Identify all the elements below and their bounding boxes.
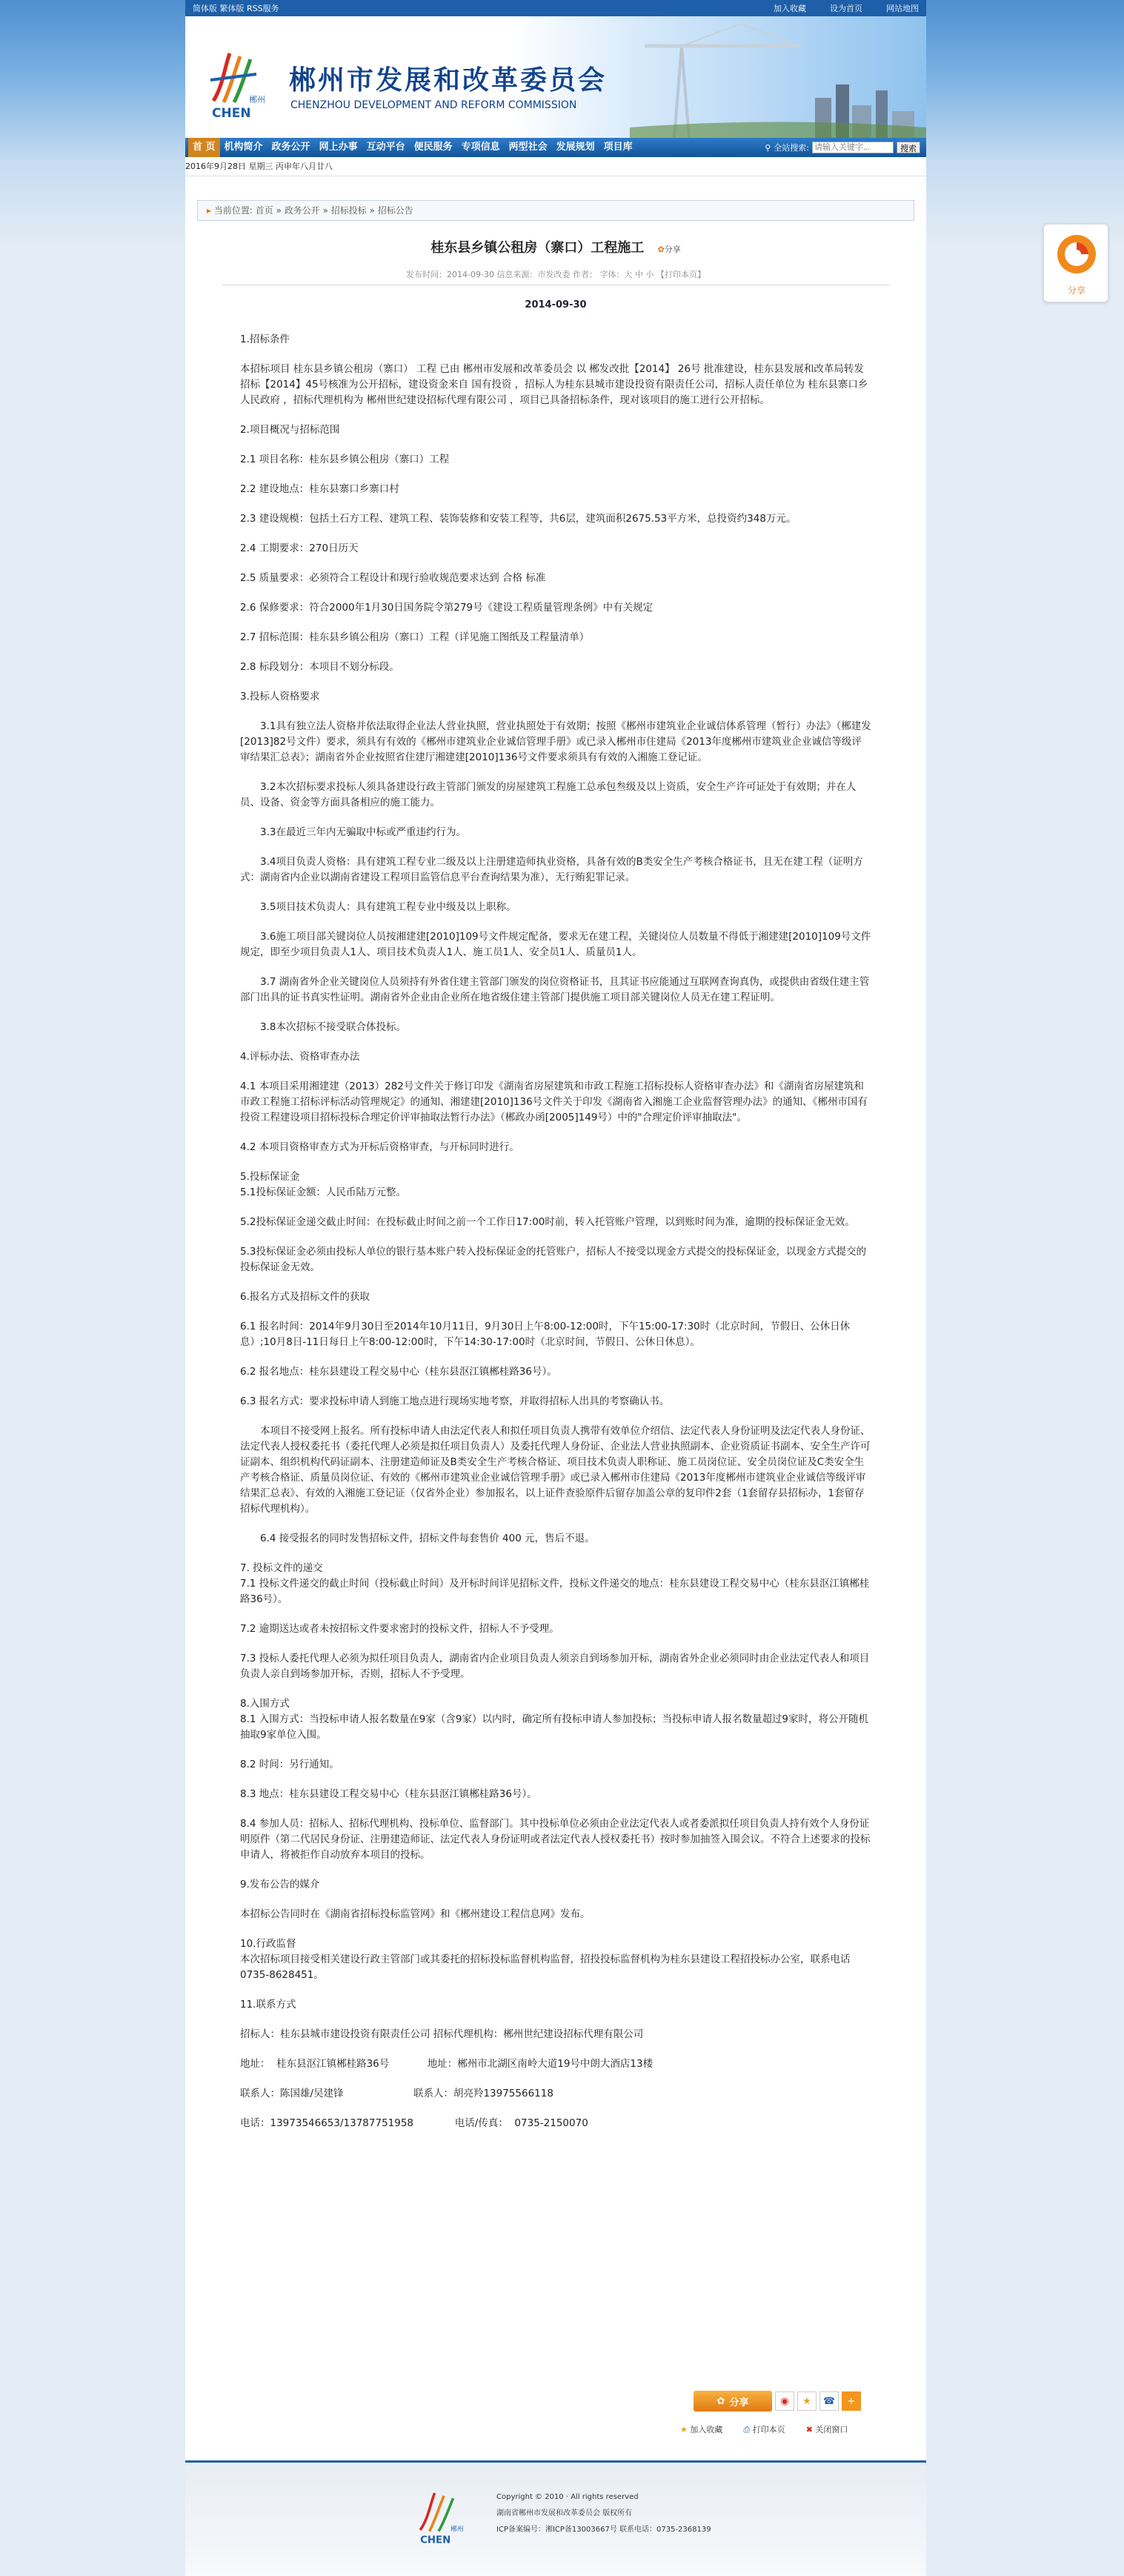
date-bar: 2016年9月28日 星期三 丙申年八月廿八 (185, 157, 926, 176)
add-favorite-link[interactable]: 加入收藏 (774, 4, 806, 13)
footer-text (496, 2489, 711, 2538)
article-paragraph: 11.联系方式 (240, 1999, 296, 2011)
nav-online-services[interactable]: 网上办事 (319, 142, 358, 153)
article-paragraph: 联系人：陈国雄/吴建锋 联系人：胡亮羚13975566118 (240, 2088, 553, 2099)
article-paragraph: 6.3 报名方式：要求投标申请人到施工地点进行现场实地考察，并取得招标人出具的考察确认书。 (240, 1395, 670, 1407)
article-paragraph: 3.1具有独立法人资格并依法取得企业法人营业执照，营业执照处于有效期；按照《郴州市建筑业企业诚信体系管理（暂行）办法》（郴建发[2013]82号文件）要求，须具有有效的《郴州市建筑业企业诚信管理手册》或已录入郴州市住建局《2013年度郴州市建筑业企业诚信等级评审结果汇总表》；湖南省外企业按照省住建厅湘建建[2010]136号文件要求须具有有效的入湘施工登记证。 (240, 720, 871, 763)
search-button[interactable]: 搜索 (897, 142, 920, 153)
article-paragraph: 2.7 招标范围：桂东县乡镇公租房（寨口）工程（详见施工图纸及工程量清单） (240, 631, 590, 643)
footer-logo-city: 郴州 (450, 2526, 464, 2534)
share-mini-icon: ✿ (657, 245, 665, 254)
search-input[interactable] (812, 142, 894, 153)
site-search (765, 142, 926, 153)
article-paragraph: 2.4 工期要求：270日历天 (240, 542, 359, 554)
article-paragraph: 7. 投标文件的递交 7.1 投标文件递交的截止时间（投标截止时间）及开标时间详见招标文件，投标文件递交的地点：桂东县建设工程交易中心（桂东县沤江镇郴桂路36号）。 (240, 1562, 870, 1605)
article-paragraph: 2.5 质量要求：必须符合工程设计和现行验收规范要求达到 合格 标准 (240, 572, 546, 584)
share-mini-button[interactable] (658, 245, 681, 254)
share-button-label: 分享 (729, 2397, 749, 2409)
breadcrumb-announcement[interactable]: 招标公告 (377, 205, 413, 216)
article-paragraph: 3.6施工项目部关键岗位人员按湘建建[2010]109号文件规定配备，要求无在建工程，关键岗位人员数量不得低于湘建建[2010]109号文件规定，即至少项目负责人1人、项目技术负责人1人、施工员1人、安全员1人、质量员1人。 (240, 931, 871, 958)
article-paragraph: 本招标项目 桂东县乡镇公租房（寨口） 工程 已由 郴州市发展和改革委员会 以 郴发改批【2014】 26号 批准建设，桂东县发展和改革局转发招标【2014】45号核准为公开招标，建设资金来自 国有投资 ，招标人为桂东县城市建设投资有限责任公司，招标人责任单位为 桂东县寨口乡人民政府 ，招标代理机构为 郴州世纪建设招标代理有限公司 ，项目已具备招标条件，现对该项目的施工进行公开招标。 (240, 363, 868, 406)
article-paragraph: 8.2 时间：另行通知。 (240, 1759, 339, 1770)
footer-logo (415, 2488, 474, 2547)
footer-logo-text: CHEN (420, 2534, 451, 2546)
footer-owner: 湖南省郴州市发展和改革委员会 版权所有 (496, 2509, 633, 2517)
share-bar (694, 2391, 861, 2411)
page-container (185, 0, 926, 2576)
floating-share-label: 分享 (1067, 285, 1085, 296)
article-title-row (185, 237, 926, 256)
article-paragraph: 9.发布公告的媒介 (240, 1879, 320, 1890)
article-paragraph: 本项目不接受网上报名。所有投标申请人由法定代表人和拟任项目负责人携带有效单位介绍信、法定代表人身份证明及法定代表人身份证、法定代表人授权委托书（委托代理人必须是拟任项目负责人）及委托代理人身份证、企业法人营业执照副本、企业资质证书副本、安全生产许可证副本、组织机构代码证副本、注册建造师证及B类安全生产考核合格证、项目技术负责人职称证、施工员岗位证、安全员岗位证及C类安全生产考核合格证、质量员岗位证、有效的《郴州市建筑业企业诚信管理手册》或已录入郴州市住建局《2013年度郴州市建筑业企业诚信等级评审结果汇总表》、有效的入湘施工登记证（仅省外企业）参加报名，以上证件查验原件后留存加盖公章的复印件2套（1套留存县招标办，1套留存招标代理机构）。 (240, 1425, 871, 1515)
article-paragraph: 8.3 地点：桂东县建设工程交易中心（桂东县沤江镇郴桂路36号）。 (240, 1788, 537, 1800)
nav-public-services[interactable]: 便民服务 (413, 142, 453, 153)
article-paragraph: 3.3在最近三年内无骗取中标或严重违约行为。 (260, 826, 466, 838)
article-paragraph: 2.6 保修要求：符合2000年1月30日国务院令第279号《建设工程质量管理条例》中有关规定 (240, 602, 654, 614)
nav-project-library[interactable]: 项目库 (603, 142, 633, 153)
breadcrumb-home[interactable]: 首页 (255, 205, 273, 216)
article-paragraph: 本招标公告同时在《湖南省招标投标监管网》和《郴州建设工程信息网》发布。 (240, 1908, 591, 1920)
set-homepage-link[interactable]: 设为首页 (830, 4, 862, 13)
article-paragraph: 6.4 接受报名的同时发售招标文件，招标文件每套售价 400 元，售后不退。 (260, 1533, 595, 1544)
logo-city-text: 郴州 (249, 95, 265, 104)
site-title: 郴州市发展和改革委员会 (289, 64, 608, 96)
article-paragraph: 电话：13973546653/13787751958 电话/传真： 0735-2150070 (240, 2117, 588, 2129)
article-paragraph: 1.招标条件 (240, 333, 290, 345)
weibo-icon[interactable]: ◉ (775, 2391, 794, 2411)
add-favorite-action[interactable] (680, 2423, 722, 2435)
article-paragraph: 2.2 建设地点：桂东县寨口乡寨口村 (240, 483, 399, 495)
article-paragraph: 8.入围方式 8.1 入围方式：当投标申请人报名数量在9家（含9家）以内时，确定所有投标申请人参加投标；当投标申请人报名数量超过9家时，将公开随机抽取9家单位入围。 (240, 1698, 869, 1741)
nav-two-type-society[interactable]: 两型社会 (508, 142, 548, 153)
article-paragraph: 7.3 投标人委托代理人必须为拟任项目负责人，湖南省内企业项目负责人须亲自到场参加开标，湖南省外企业必须同时由企业法定代表人和项目负责人亲自到场参加开标，否则，招标人不予受理。 (240, 1653, 870, 1680)
article-paragraph: 3.5项目技术负责人：具有建筑工程专业中级及以上职称。 (260, 901, 516, 913)
skyline-illustration (630, 16, 926, 138)
article-paragraph: 3.7 湖南省外企业关键岗位人员须持有外省住建主管部门颁发的岗位资格证书，且其证书应能通过互联网查询真伪，或提供由省级住建主管部门出具的证书真实性证明。湖南省外企业由企业所在地省级住建主管部门提供施工项目部关键岗位人员无在建工程证明。 (240, 976, 870, 1003)
breadcrumb-icon: ▸ (207, 205, 212, 216)
article-paragraph: 2.8 标段划分：本项目不划分标段。 (240, 661, 399, 673)
share-icon: ✿ (716, 2395, 725, 2407)
breadcrumb-label: 当前位置: (213, 205, 253, 216)
search-icon: ⚲ (765, 142, 771, 153)
printer-icon: ⎙ (743, 2425, 751, 2434)
site-banner (185, 16, 926, 138)
site-logo (207, 43, 274, 125)
article-paragraph: 6.1 报名时间：2014年9月30日至2014年10月11日，9月30日上午8:00-12:00时，下午15:00-17:30时（北京时间，节假日、公休日休息）;10月8日-11日每日上午8:00-12:00时，下午14:30-17:00时（北京时间，节假日、公休日休息）。 (240, 1321, 851, 1348)
article-title: 桂东县乡镇公租房（寨口）工程施工 (430, 240, 645, 256)
footer-icp: ICP备案编号：湘ICP备13003667号 联系电话：0735-2368139 (496, 2526, 711, 2534)
nav-gov-affairs[interactable]: 政务公开 (271, 142, 310, 153)
article-paragraph: 2.项目概况与招标范围 (240, 424, 340, 436)
star-icon: ★ (680, 2425, 688, 2434)
breadcrumb-gov-affairs[interactable]: 政务公开 (284, 205, 320, 216)
article-paragraph: 4.评标办法、资格审查办法 (240, 1051, 360, 1063)
article-paragraph: 3.4项目负责人资格：具有建筑工程专业二级及以上注册建造师执业资格，具备有效的B类安全生产考核合格证书，且无在建工程（证明方式：湖南省内企业以湖南省建设工程项目监管信息平台查询结果为准），无行贿犯罪记录。 (240, 856, 863, 883)
article-paragraph: 5.投标保证金 5.1投标保证金额：人民币陆万元整。 (240, 1171, 406, 1198)
article-paragraph: 2.3 建设规模：包括土石方工程、建筑工程、装饰装修和安装工程等，共6层，建筑面积2675.53平方米，总投资约348万元。 (240, 513, 797, 525)
article-paragraph: 2.1 项目名称：桂东县乡镇公租房（寨口）工程 (240, 454, 450, 465)
nav-about[interactable]: 机构简介 (224, 142, 263, 153)
nav-home[interactable]: 首 页 (188, 138, 220, 157)
more-icon[interactable]: + (842, 2391, 861, 2411)
article-paragraph: 7.2 逾期送达或者未按招标文件要求密封的投标文件，招标人不予受理。 (240, 1623, 559, 1635)
article-paragraph: 4.2 本项目资格审查方式为开标后资格审查，与开标同时进行。 (240, 1141, 519, 1153)
language-links[interactable]: 简体版 繁体版 RSS服务 (193, 4, 279, 13)
share-mini-label: 分享 (664, 245, 681, 254)
article-paragraph: 3.2本次招标要求投标人须具备建设行政主管部门颁发的房屋建筑工程施工总承包叁级及以上资质，安全生产许可证处于有效期；并在人员、设备、资金等方面具备相应的施工能力。 (240, 781, 857, 809)
page-actions (680, 2423, 848, 2435)
print-action[interactable] (743, 2423, 785, 2435)
article-meta: 发布时间：2014-09-30 信息来源：市发改委 作者： 字体：大 中 小 【打印本页】 (222, 268, 889, 285)
article-paragraph: 3.投标人资格要求 (240, 691, 320, 703)
article-paragraph: 地址： 桂东县沤江镇郴桂路36号 地址：郴州市北湖区南岭大道19号中朗大酒店13楼 (240, 2058, 654, 2070)
nav-special-info[interactable]: 专项信息 (461, 142, 500, 153)
sitemap-link[interactable]: 网站地图 (886, 4, 919, 13)
article-date: 2014-09-30 (525, 299, 587, 311)
article-paragraph: 6.2 报名地点：桂东县建设工程交易中心（桂东县沤江镇郴桂路36号）。 (240, 1366, 557, 1378)
article-paragraph: 5.3投标保证金必须由投标人单位的银行基本账户转入投标保证金的托管账户，招标人不接受以现金方式提交的投标保证金，以现金方式提交的投标保证金无效。 (240, 1246, 866, 1273)
share-button[interactable] (694, 2391, 772, 2411)
article-paragraph: 3.8本次招标不接受联合体投标。 (260, 1021, 406, 1033)
top-bar (185, 0, 926, 16)
article-paragraph: 4.1 本项目采用湘建建（2013）282号文件关于修订印发《湖南省房屋建筑和市政工程施工招标投标人资格审查办法》和《湖南省房屋建筑和市政工程施工招标评标活动管理规定》的通知、湘建建[2010]136号文件关于印发《湖南省入湘施工企业监督管理办法》的通知、《郴州市国有投资工程建设项目招标投标合理定价评审抽取法暂行办法》（郴政办函[2005]149号）中的"合理定价评审抽取法"。 (240, 1080, 868, 1123)
article-paragraph: 招标人：桂东县城市建设投资有限责任公司 招标代理机构：郴州世纪建设招标代理有限公司 (240, 2028, 644, 2040)
article-paragraph: 8.4 参加人员：招标人、招标代理机构、投标单位、监督部门。其中投标单位必须由企业法定代表人或者委派拟任项目负责人持有效个人身份证明原件（第二代居民身份证、注册建造师证、法定代表人身份证明或者法定代表人授权委托书）按时参加抽签入围会议。不符合上述要求的投标申请人，将被拒作自动放弃本项目的投标。 (240, 1818, 871, 1861)
renren-icon[interactable]: ☎ (819, 2391, 839, 2411)
logo-text: CHEN (212, 106, 251, 121)
nav-interaction[interactable]: 互动平台 (366, 142, 405, 153)
site-subtitle: CHENZHOU DEVELOPMENT AND REFORM COMMISSION (290, 99, 577, 111)
nav-planning[interactable]: 发展规划 (556, 142, 595, 153)
share-logo-icon (1044, 225, 1109, 284)
add-favorite-label: 加入收藏 (690, 2425, 723, 2434)
search-label: 全站搜索: (774, 143, 809, 153)
close-window-action[interactable] (806, 2423, 848, 2435)
breadcrumb: ▸ 当前位置: 首页 » 政务公开 » 招标投标 » 招标公告 (197, 200, 914, 221)
footer-copyright: Copyright © 2010 · All rights reserved (496, 2493, 639, 2501)
article-paragraph: 5.2投标保证金递交截止时间：在投标截止时间之前一个工作日17:00时前，转入托管账户管理，以到账时间为准，逾期的投标保证金无效。 (240, 1216, 855, 1228)
article-paragraph: 10.行政监督 本次招标项目接受相关建设行政主管部门或其委托的招标投标监督机构监督，招投投标监督机构为桂东县建设工程招投标办公室，联系电话0735-8628451。 (240, 1938, 851, 1981)
close-window-label: 关闭窗口 (815, 2425, 848, 2434)
main-nav (185, 138, 926, 157)
site-footer (185, 2460, 926, 2576)
article-paragraph: 6.报名方式及招标文件的获取 (240, 1291, 370, 1303)
article-body (240, 332, 871, 2145)
floating-share-widget[interactable] (1043, 224, 1108, 302)
print-label: 打印本页 (752, 2425, 785, 2434)
qzone-icon[interactable]: ★ (797, 2391, 817, 2411)
breadcrumb-bidding[interactable]: 招标投标 (330, 205, 367, 216)
close-icon: ✖ (805, 2425, 813, 2434)
